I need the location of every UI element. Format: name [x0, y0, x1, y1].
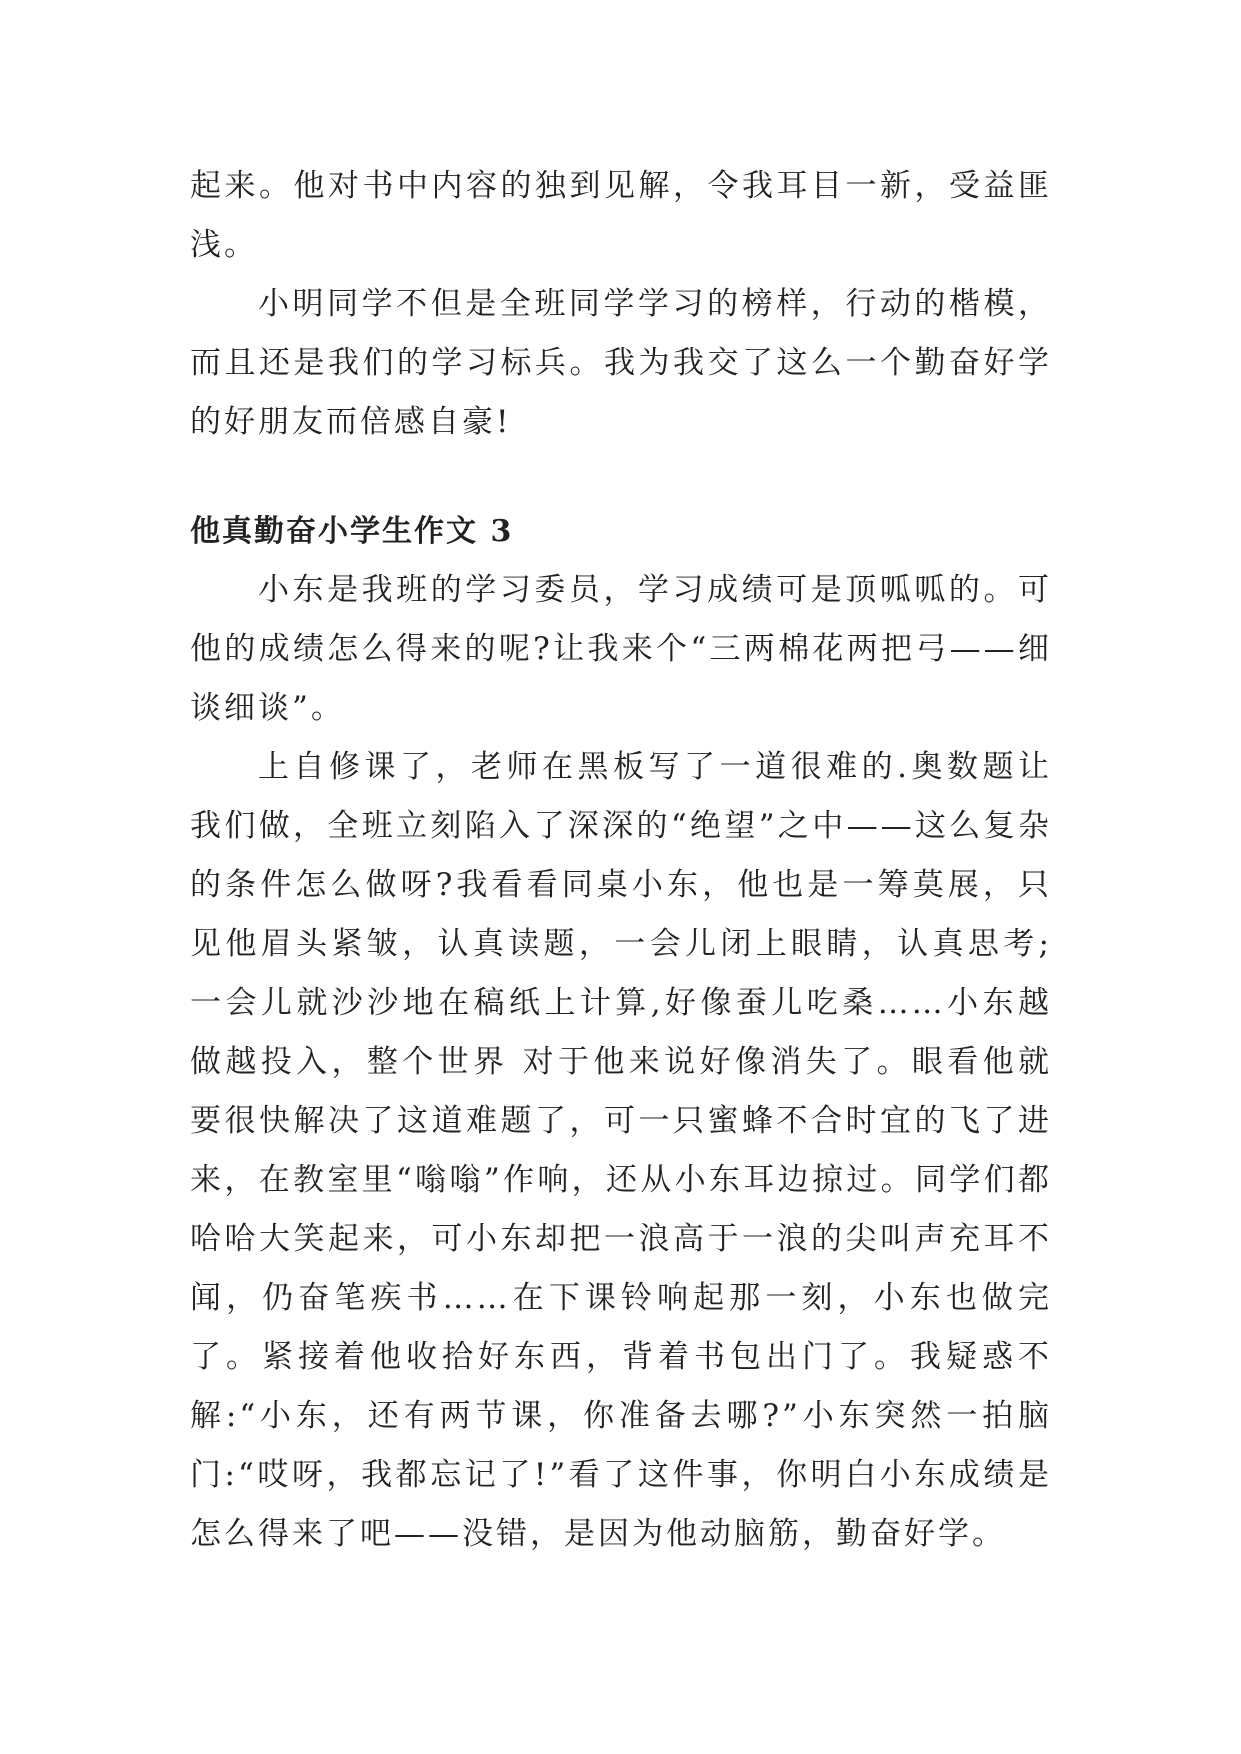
essay-title: 他真勤奋小学生作文 3	[190, 514, 514, 549]
closing-paragraph: 小明同学不但是全班同学学习的榜样，行动的楷模，而且还是我们的学习标兵。我为我交了这么一个勤奋好学的好朋友而倍感自豪!	[190, 286, 1052, 440]
continued-paragraph: 起来。他对书中内容的独到见解，令我耳目一新，受益匪浅。	[190, 168, 1052, 263]
intro-paragraph: 小东是我班的学习委员，学习成绩可是顶呱呱的。可他的成绩怎么得来的呢?让我来个“三两棉花两把弓——细谈细谈”。	[190, 572, 1052, 726]
document-page	[190, 157, 1052, 1564]
section-spacer	[190, 452, 1052, 502]
story-paragraph: 上自修课了，老师在黑板写了一道很难的.奥数题让我们做，全班立刻陷入了深深的“绝望”之中——这么复杂的条件怎么做呀?我看看同桌小东，他也是一筹莫展，只见他眉头紧皱，认真读题，一会儿闭上眼睛，认真思考;一会儿就沙沙地在稿纸上计算,好像蚕儿吃桑……小东越做越投入，整个世界 对于他来说好像消失了。眼看他就要很快解决了这道难题了，可一只蜜蜂不合时宜的飞了进来，在教室里“嗡嗡”作响，还从小东耳边掠过。同学们都哈哈大笑起来，可小东却把一浪高于一浪的尖叫声充耳不闻，仍奋笔疾书……在下课铃响起那一刻，小东也做完了。紧接着他收拾好东西，背着书包出门了。我疑惑不解:“小东，还有两节课，你准备去哪?”小东突然一拍脑门:“哎呀，我都忘记了!”看了这件事，你明白小东成绩是怎么得来了吧——没错，是因为他动脑筋，勤奋好学。	[190, 749, 1052, 1552]
